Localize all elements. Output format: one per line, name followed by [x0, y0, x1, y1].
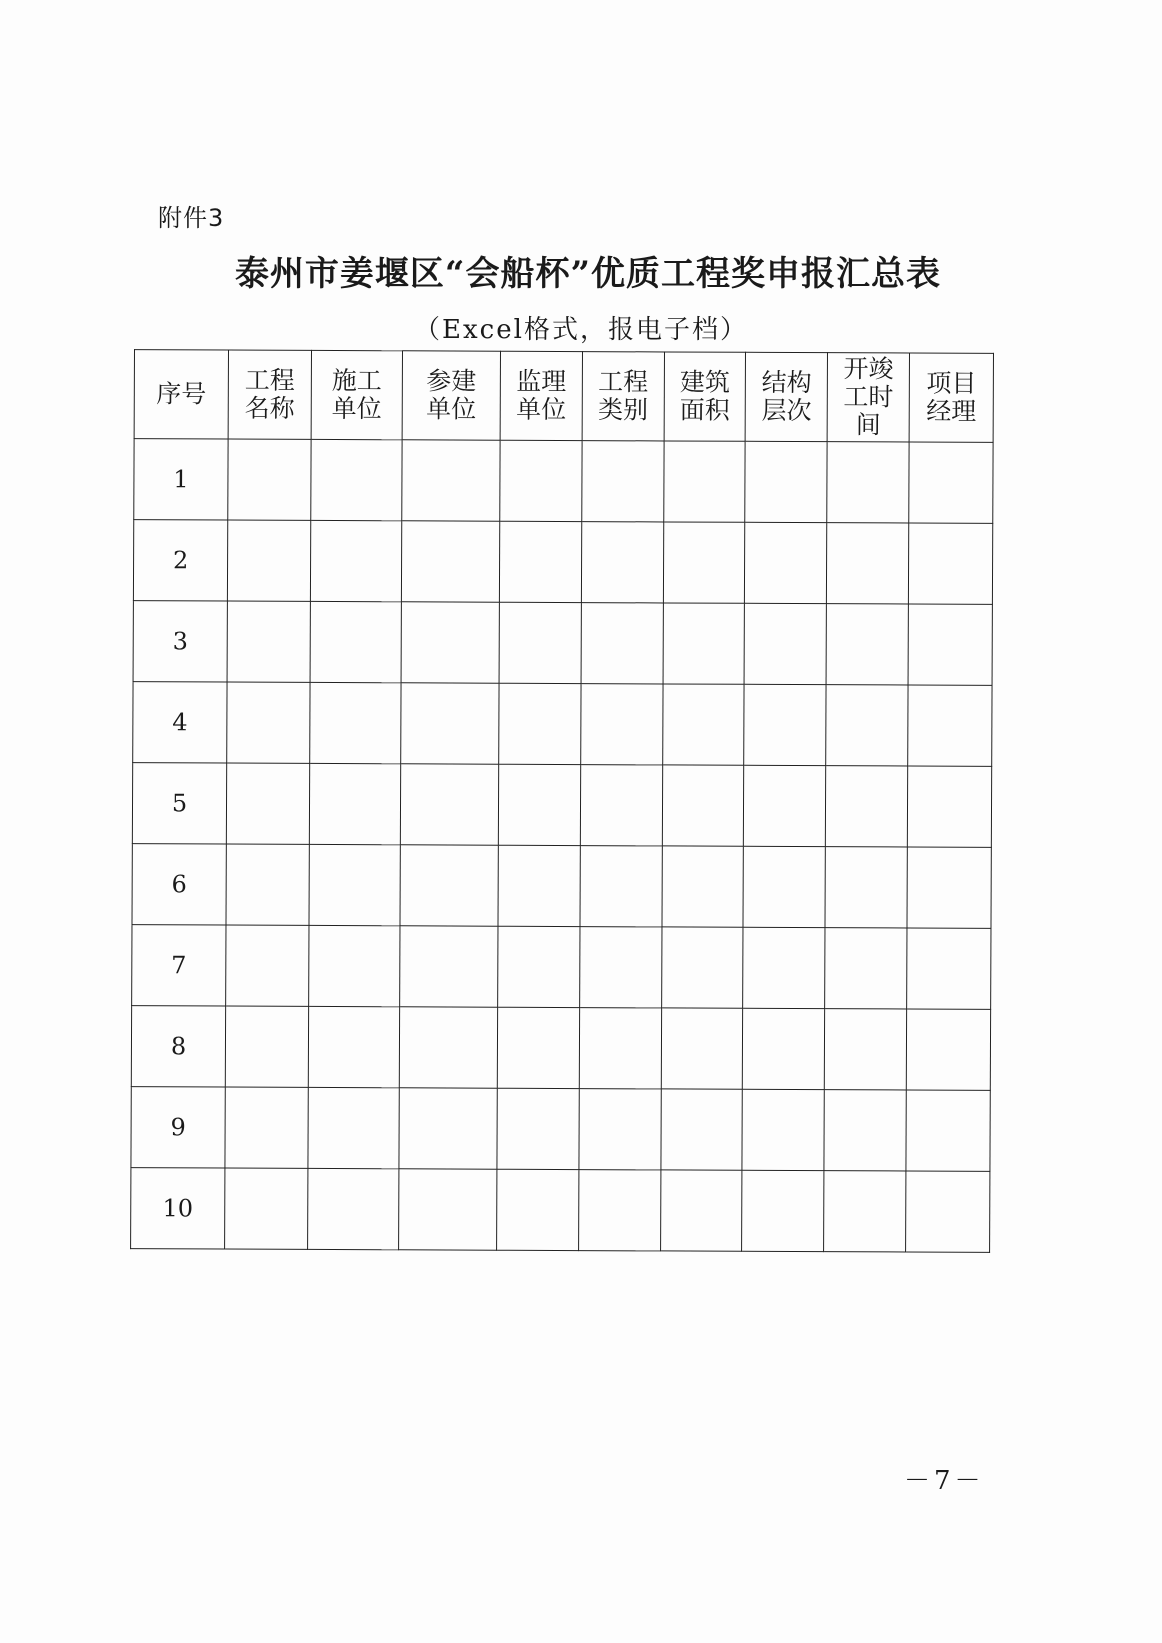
table-row [133, 601, 992, 686]
empty-cell [827, 523, 909, 604]
empty-cell [498, 926, 580, 1007]
empty-cell [660, 1170, 742, 1251]
empty-cell [661, 1089, 743, 1170]
document-title: 泰州市姜堰区“会船杯”优质工程奖申报汇总表 [234, 254, 942, 294]
empty-cell [310, 601, 401, 682]
empty-cell [827, 442, 909, 523]
header-cell-structure-levels: 结构层次 [746, 352, 828, 441]
empty-cell [227, 682, 310, 763]
empty-cell [663, 441, 745, 522]
empty-cell [581, 522, 663, 603]
empty-cell [825, 847, 907, 928]
row-number-cell: 7 [132, 925, 226, 1006]
empty-cell [743, 927, 825, 1008]
empty-cell [826, 766, 908, 847]
empty-cell [661, 1008, 743, 1089]
empty-cell [498, 845, 580, 926]
header-cell-project-category: 工程类别 [582, 352, 664, 441]
header-cell-serial: 序号 [134, 350, 228, 439]
empty-cell [308, 1006, 399, 1087]
empty-cell [400, 845, 499, 926]
empty-cell [228, 439, 311, 520]
empty-cell [579, 927, 661, 1008]
empty-cell [498, 764, 580, 845]
empty-cell [500, 440, 582, 521]
row-number-cell: 9 [131, 1087, 225, 1168]
empty-cell [400, 926, 499, 1007]
empty-cell [824, 1090, 906, 1171]
row-number-cell: 1 [134, 439, 228, 520]
empty-cell [742, 1089, 824, 1170]
table-row [131, 1168, 990, 1253]
empty-cell [310, 682, 401, 763]
empty-cell [401, 602, 500, 683]
row-number-cell: 10 [131, 1168, 225, 1249]
empty-cell [579, 1089, 661, 1170]
empty-cell [579, 1008, 661, 1089]
empty-cell [742, 1170, 824, 1251]
empty-cell [582, 441, 664, 522]
row-number-cell: 6 [132, 844, 226, 925]
header-cell-project-name: 工程名称 [228, 350, 311, 439]
header-cell-project-manager: 项目经理 [909, 353, 993, 442]
empty-cell [581, 603, 663, 684]
empty-cell [745, 603, 827, 684]
table-header-row [134, 350, 993, 443]
header-cell-start-completion-time: 开竣工时间 [827, 353, 909, 442]
empty-cell [908, 604, 992, 685]
empty-cell [307, 1168, 398, 1249]
empty-cell [497, 1007, 579, 1088]
row-number-cell: 5 [132, 763, 226, 844]
empty-cell [744, 765, 826, 846]
table-body [131, 439, 994, 1253]
row-number-cell: 4 [133, 682, 227, 763]
empty-cell [906, 1090, 990, 1171]
header-cell-building-area: 建筑面积 [664, 352, 746, 441]
empty-cell [907, 928, 991, 1009]
empty-cell [825, 928, 907, 1009]
empty-cell [401, 683, 500, 764]
empty-cell [399, 1007, 498, 1088]
table-row [131, 1006, 990, 1091]
empty-cell [311, 439, 402, 520]
empty-cell [225, 1087, 308, 1168]
table-row [133, 682, 992, 767]
row-number-cell: 2 [133, 520, 227, 601]
table-row [132, 763, 991, 848]
empty-cell [499, 602, 581, 683]
empty-cell [226, 763, 309, 844]
empty-cell [402, 440, 501, 521]
empty-cell [826, 604, 908, 685]
empty-cell [745, 441, 827, 522]
empty-cell [309, 844, 400, 925]
empty-cell [578, 1170, 660, 1251]
empty-cell [662, 846, 744, 927]
page-number: －7－ [904, 1466, 985, 1496]
table-row [132, 925, 991, 1010]
empty-cell [907, 766, 991, 847]
header-cell-supervision-unit: 监理单位 [500, 351, 582, 440]
attachment-label: 附件3 [158, 204, 225, 232]
table-row [132, 844, 991, 929]
document-subtitle: （Excel格式，报电子档） [414, 315, 748, 345]
empty-cell [580, 765, 662, 846]
empty-cell [908, 523, 992, 604]
header-cell-construction-unit: 施工单位 [311, 350, 402, 439]
empty-cell [398, 1169, 497, 1250]
empty-cell [399, 1088, 498, 1169]
row-number-cell: 3 [133, 601, 227, 682]
empty-cell [581, 684, 663, 765]
empty-cell [662, 765, 744, 846]
empty-cell [497, 1169, 579, 1250]
empty-cell [225, 1006, 308, 1087]
empty-cell [743, 1008, 825, 1089]
empty-cell [743, 846, 825, 927]
empty-cell [580, 846, 662, 927]
empty-cell [662, 684, 744, 765]
summary-table [130, 349, 994, 1253]
empty-cell [497, 1088, 579, 1169]
header-cell-participating-unit: 参建单位 [402, 351, 501, 440]
empty-cell [308, 1087, 399, 1168]
empty-cell [499, 683, 581, 764]
empty-cell [226, 844, 309, 925]
empty-cell [825, 1009, 907, 1090]
empty-cell [499, 521, 581, 602]
table-row [134, 439, 993, 524]
empty-cell [826, 685, 908, 766]
empty-cell [906, 1171, 990, 1252]
empty-cell [909, 442, 993, 523]
empty-cell [663, 603, 745, 684]
empty-cell [906, 1009, 990, 1090]
table-row [131, 1087, 990, 1172]
empty-cell [661, 927, 743, 1008]
empty-cell [401, 521, 500, 602]
empty-cell [907, 847, 991, 928]
row-number-cell: 8 [131, 1006, 225, 1087]
empty-cell [309, 925, 400, 1006]
empty-cell [744, 684, 826, 765]
empty-cell [400, 764, 499, 845]
empty-cell [226, 925, 309, 1006]
empty-cell [227, 520, 310, 601]
empty-cell [227, 601, 310, 682]
empty-cell [745, 522, 827, 603]
empty-cell [663, 522, 745, 603]
empty-cell [309, 763, 400, 844]
empty-cell [908, 685, 992, 766]
empty-cell [225, 1168, 308, 1249]
empty-cell [310, 520, 401, 601]
empty-cell [824, 1171, 906, 1252]
table-row [133, 520, 992, 605]
